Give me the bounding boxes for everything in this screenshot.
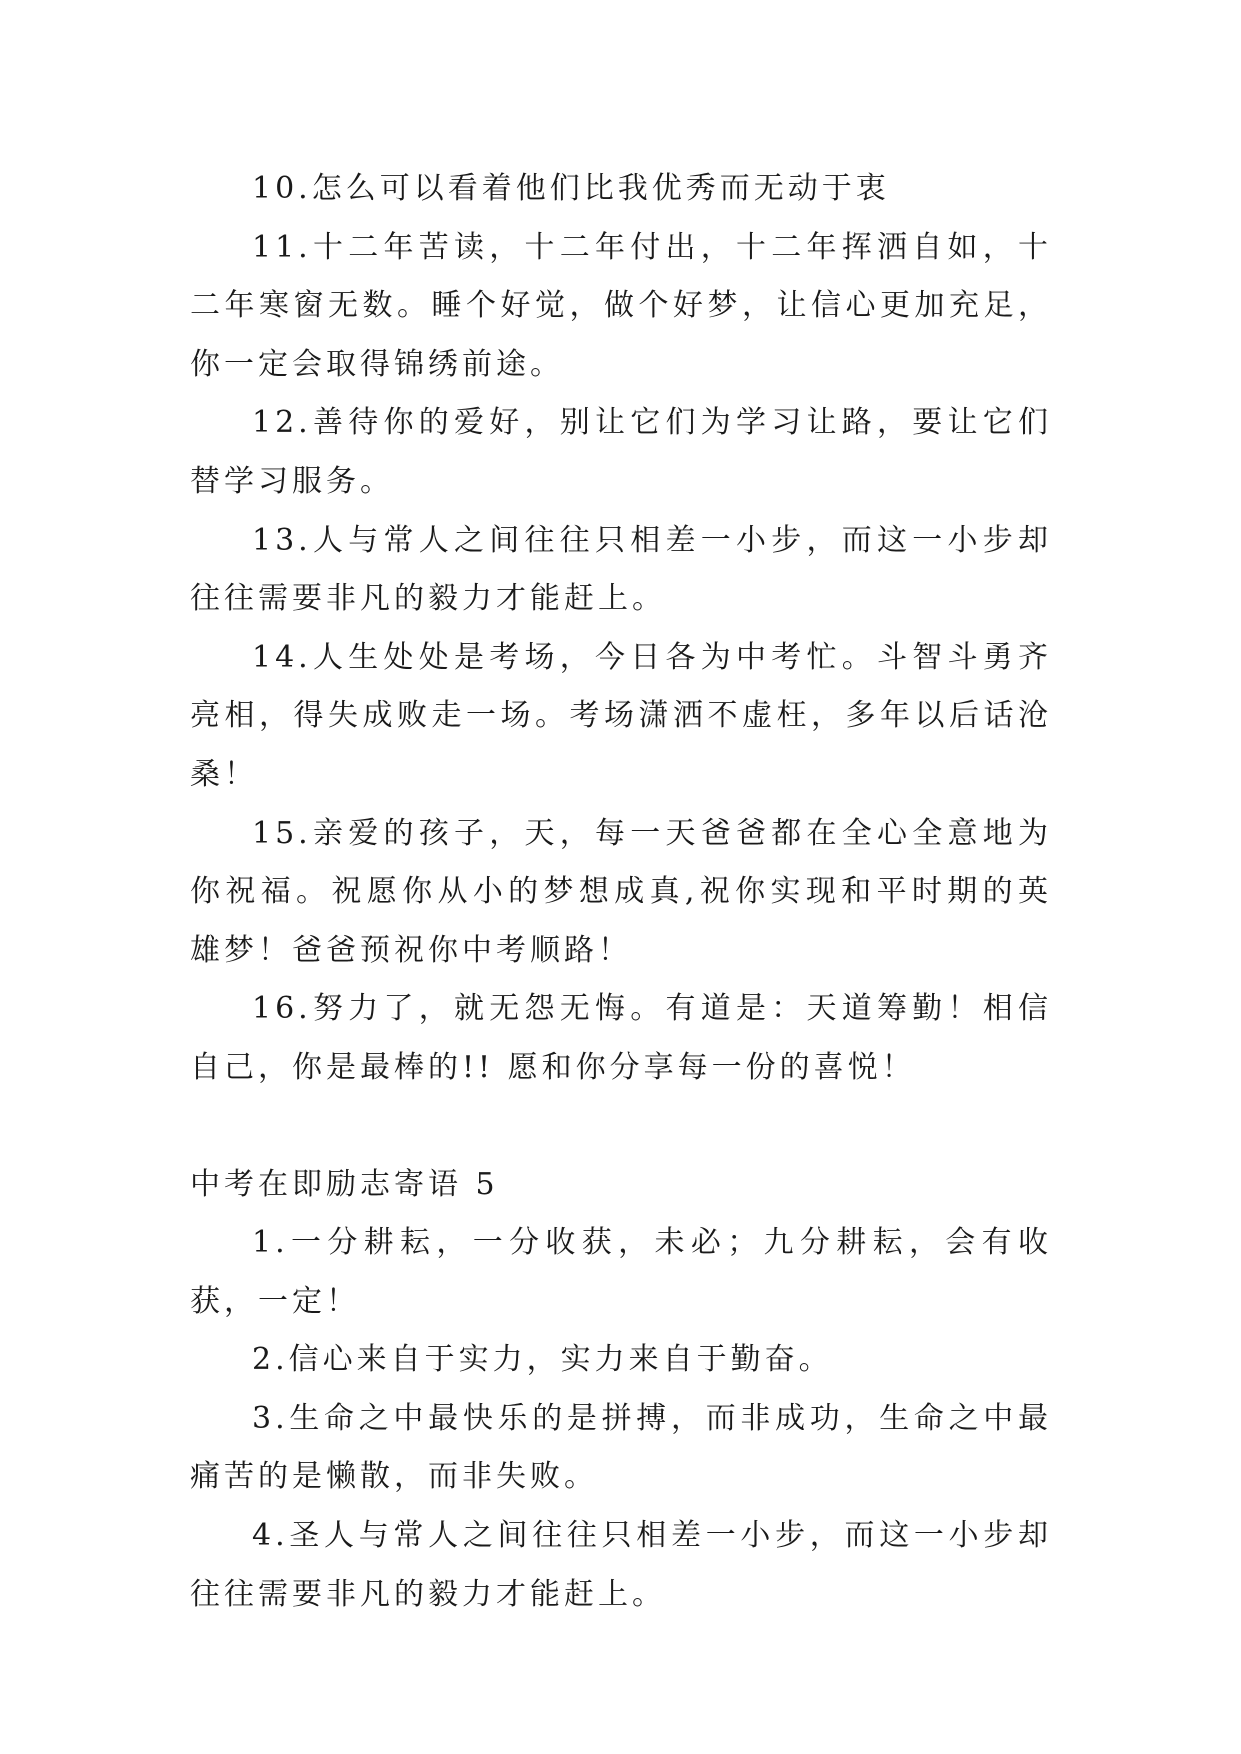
paragraph: 11.十二年苦读，十二年付出，十二年挥洒自如，十二年寒窗无数。睡个好觉，做个好梦，让信心更加充足，你一定会取得锦绣前途。 — [190, 229, 1052, 382]
paragraph: 12.善待你的爱好，别让它们为学习让路，要让它们替学习服务。 — [190, 405, 1052, 499]
paragraph: 2.信心来自于实力，实力来自于勤奋。 — [252, 1342, 833, 1378]
paragraph: 14.人生处处是考场，今日各为中考忙。斗智斗勇齐亮相，得失成败走一场。考场潇洒不虚枉，多年以后话沧桑！ — [190, 639, 1052, 792]
paragraph: 3.生命之中最快乐的是拼搏，而非成功，生命之中最痛苦的是懒散，而非失败。 — [190, 1400, 1052, 1495]
section-heading: 中考在即励志寄语 5 — [190, 1166, 499, 1202]
paragraph: 1.一分耕耘，一分收获，未必；九分耕耘，会有收获，一定！ — [190, 1225, 1052, 1319]
paragraph: 16.努力了，就无怨无悔。有道是：天道筹勤！相信自己，你是最棒的!! 愿和你分享每一份的喜悦！ — [190, 991, 1052, 1085]
paragraph: 15.亲爱的孩子，天，每一天爸爸都在全心全意地为你祝福。祝愿你从小的梦想成真,祝你实现和平时期的英雄梦！爸爸预祝你中考顺路！ — [190, 815, 1052, 968]
document-body — [190, 160, 1052, 1624]
paragraph: 10.怎么可以看着他们比我优秀而无动于衷 — [252, 171, 890, 206]
paragraph: 13.人与常人之间往往只相差一小步，而这一小步却往往需要非凡的毅力才能赶上。 — [190, 522, 1052, 617]
paragraph: 4.圣人与常人之间往往只相差一小步，而这一小步却往往需要非凡的毅力才能赶上。 — [190, 1518, 1052, 1612]
